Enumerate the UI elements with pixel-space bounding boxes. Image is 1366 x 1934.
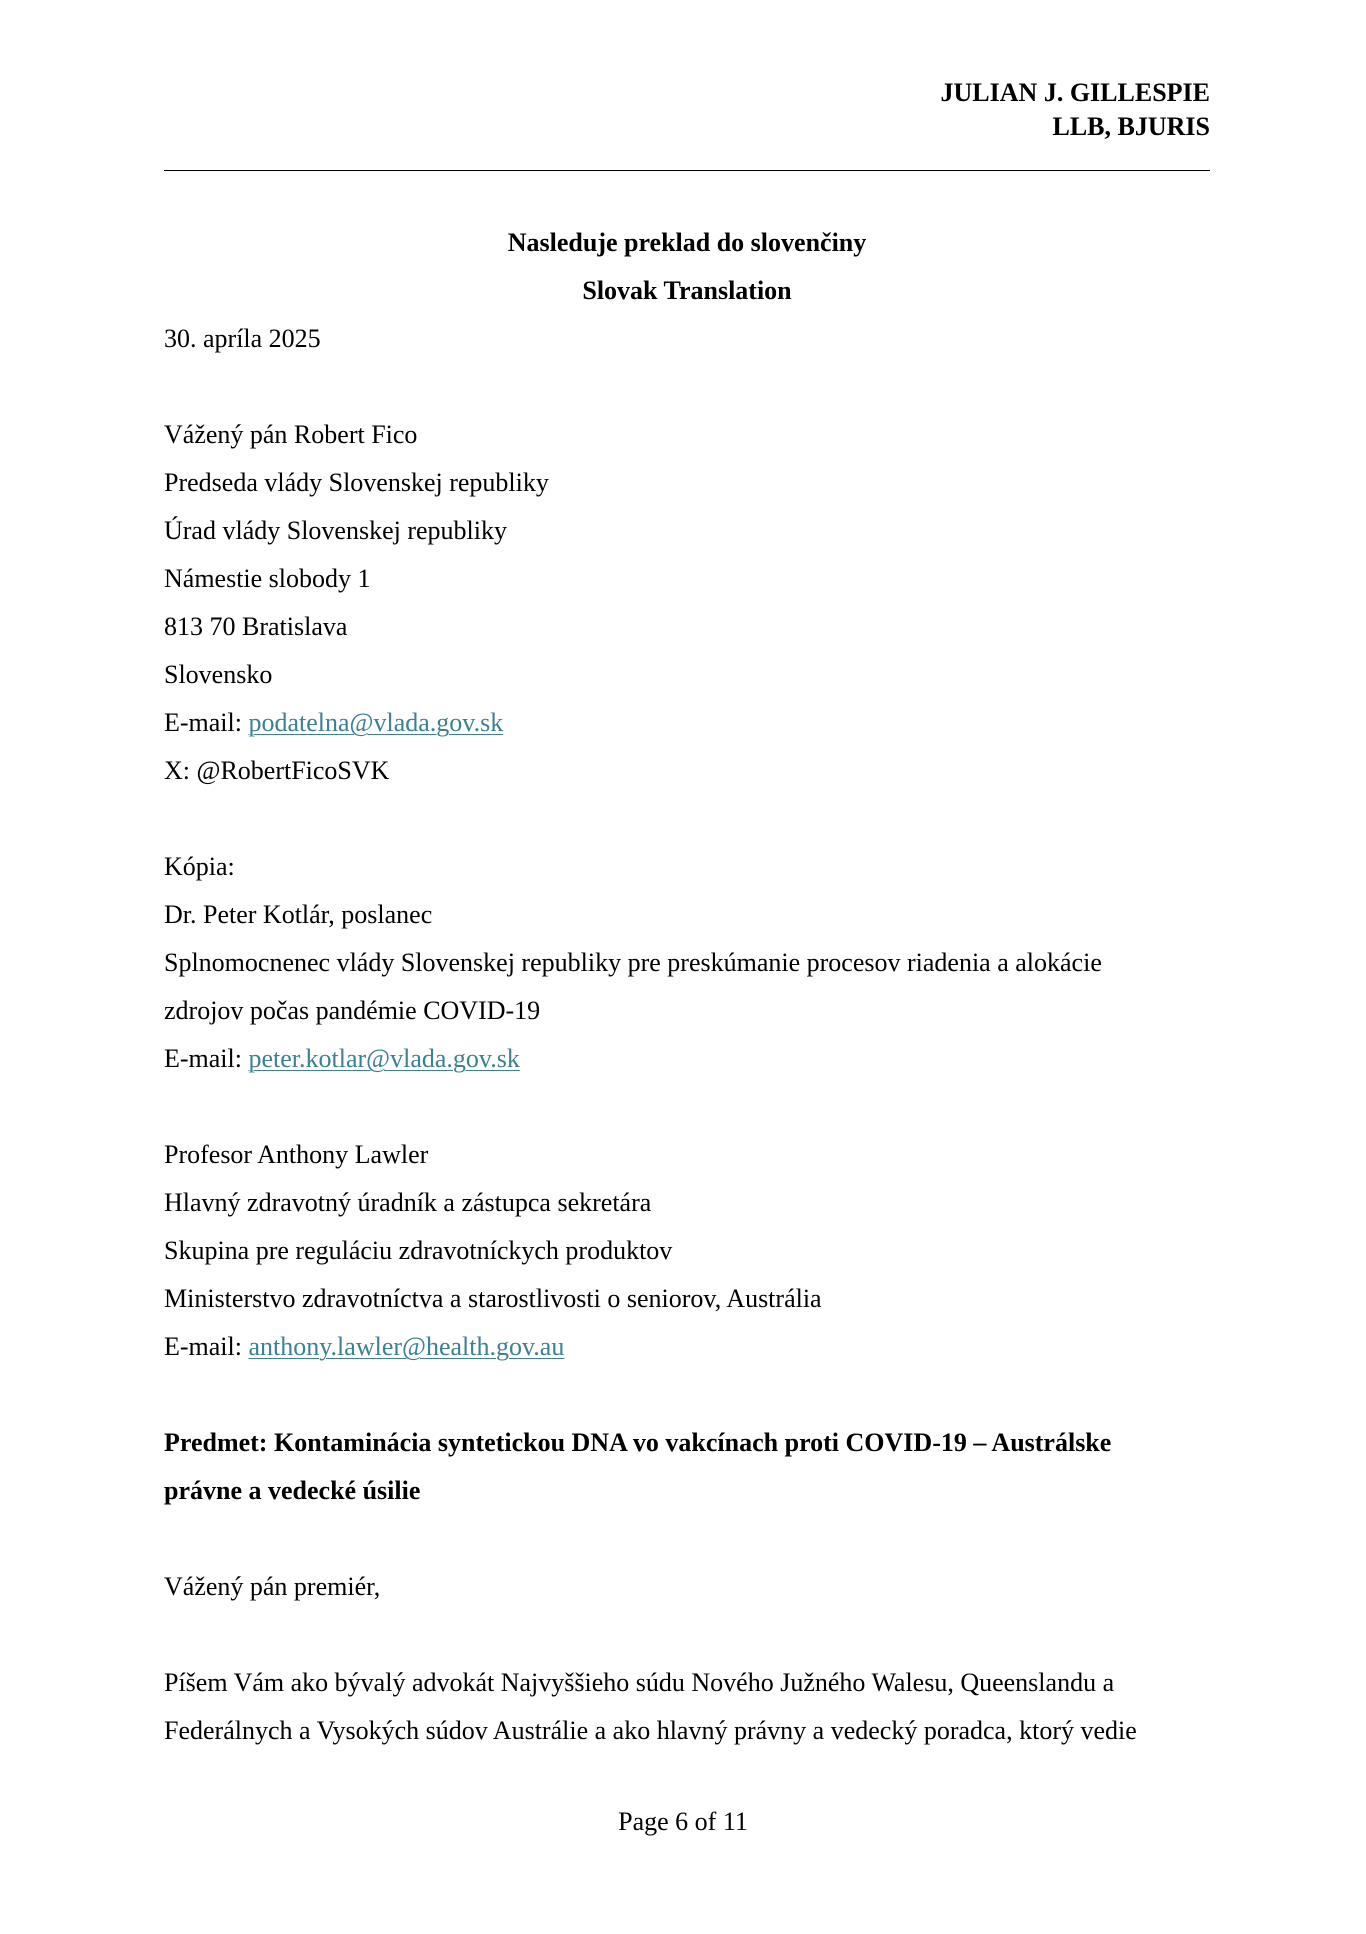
copy-person1-email-line — [164, 1035, 1210, 1083]
recipient-name: Vážený pán Robert Fico — [164, 420, 418, 449]
copy-person1-name: Dr. Peter Kotlár, poslanec — [164, 900, 433, 929]
copy-person1-email-label: E-mail: — [164, 1044, 249, 1073]
recipient-email-link[interactable]: podatelna@vlada.gov.sk — [248, 708, 504, 737]
copy-person2-email-label: E-mail: — [164, 1332, 249, 1361]
copy-person1-role-line-2: zdrojov počas pandémie COVID-19 — [164, 996, 541, 1025]
copy-person2-email-link[interactable]: anthony.lawler@health.gov.au — [248, 1332, 565, 1361]
heading-line-2: Slovak Translation — [582, 276, 792, 305]
author-name: JULIAN J. GILLESPIE — [940, 78, 1210, 107]
recipient-street: Námestie slobody 1 — [164, 564, 371, 593]
author-credentials: LLB, BJURIS — [1052, 112, 1210, 141]
body-line-2: Federálnych a Vysokých súdov Austrálie a ako hlavný právny a vedecký poradca, ktorý vedie — [164, 1716, 1137, 1745]
page-number: Page 6 of 11 — [618, 1807, 748, 1836]
recipient-city: 813 70 Bratislava — [164, 612, 348, 641]
recipient-country: Slovensko — [164, 660, 273, 689]
copy-person2-name: Profesor Anthony Lawler — [164, 1140, 429, 1169]
letter-date — [164, 315, 1210, 363]
body-line-1: Píšem Vám ako bývalý advokát Najvyššieho súdu Nového Južného Walesu, Queenslandu a — [164, 1668, 1115, 1697]
header-divider — [164, 170, 1210, 171]
copy-person2-group: Skupina pre reguláciu zdravotníckych produktov — [164, 1236, 673, 1265]
copy-recipients — [164, 843, 1210, 1083]
body-paragraph — [164, 1659, 1210, 1755]
recipient-title: Predseda vlády Slovenskej republiky — [164, 468, 549, 497]
copy-person2-role: Hlavný zdravotný úradník a zástupca sekretára — [164, 1188, 652, 1217]
copy-person1-role-line-1: Splnomocnenec vlády Slovenskej republiky pre preskúmanie procesov riadenia a alokácie — [164, 948, 1102, 977]
copy-label: Kópia: — [164, 852, 235, 881]
date-text: 30. apríla 2025 — [164, 324, 321, 353]
subject-line — [164, 1419, 1210, 1515]
recipient-x-handle: X: @RobertFicoSVK — [164, 756, 390, 785]
page-footer — [0, 1805, 1366, 1839]
copy-person2-ministry: Ministerstvo zdravotníctva a starostlivosti o seniorov, Austrália — [164, 1284, 822, 1313]
subject-line-1: Predmet: Kontaminácia syntetickou DNA vo vakcínach proti COVID-19 – Austrálske — [164, 1428, 1112, 1457]
copy-person2-email-line — [164, 1323, 1210, 1371]
salutation-text: Vážený pán premiér, — [164, 1572, 381, 1601]
copy-person2-block — [164, 1131, 1210, 1371]
copy-person1-email-link[interactable]: peter.kotlar@vlada.gov.sk — [248, 1044, 520, 1073]
recipient-address — [164, 411, 1210, 795]
subject-line-2: právne a vedecké úsilie — [164, 1476, 421, 1505]
recipient-email-line — [164, 699, 1210, 747]
recipient-office: Úrad vlády Slovenskej republiky — [164, 516, 507, 545]
translation-heading — [164, 219, 1210, 315]
letterhead — [941, 76, 1210, 144]
salutation — [164, 1563, 1210, 1611]
heading-line-1: Nasleduje preklad do slovenčiny — [507, 228, 867, 257]
recipient-email-label: E-mail: — [164, 708, 249, 737]
